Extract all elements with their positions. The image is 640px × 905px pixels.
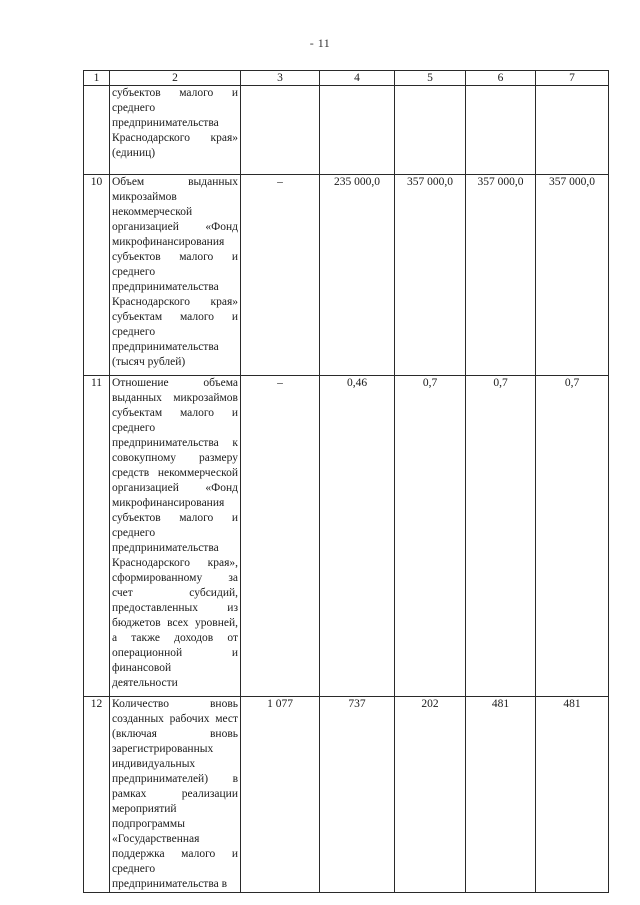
value-col-5: 0,7 [395, 376, 466, 697]
table-row [84, 175, 609, 376]
table-row [84, 697, 609, 893]
header-col-5: 5 [395, 71, 466, 86]
value-col-4: 0,46 [320, 376, 395, 697]
value-col-6: 0,7 [466, 376, 536, 697]
indicators-table [83, 70, 609, 893]
row-number: 12 [84, 697, 110, 893]
value-col-4: 235 000,0 [320, 175, 395, 376]
value-col-3: – [241, 376, 320, 697]
value-col-4: 737 [320, 697, 395, 893]
value-col-5: 357 000,0 [395, 175, 466, 376]
value-col-3: – [241, 175, 320, 376]
value-col-7 [536, 86, 609, 175]
header-col-6: 6 [466, 71, 536, 86]
indicator-name: Отношение объема выданных микрозаймов субъектам малого и среднего предпринимательства к совокупному размеру средств некоммерческой организацией «Фонд микрофинансирования субъектов малого и среднего предпринимательства Краснодарского края», сформированному за счет субсидий, предоставленных из бюджетов всех уровней, а также доходов от операционной и финансовой деятельности [110, 376, 241, 697]
row-number [84, 86, 110, 175]
row-number: 11 [84, 376, 110, 697]
header-row [84, 71, 609, 86]
indicator-name: Объем выданных микрозаймов некоммерческой организацией «Фонд микрофинансирования субъектов малого и среднего предпринимательства Краснодарского края» субъектам малого и среднего предпринимательства (тысяч рублей) [110, 175, 241, 376]
value-col-6: 481 [466, 697, 536, 893]
value-col-3: 1 077 [241, 697, 320, 893]
row-number: 10 [84, 175, 110, 376]
header-col-2: 2 [110, 71, 241, 86]
value-col-3 [241, 86, 320, 175]
value-col-5: 202 [395, 697, 466, 893]
header-col-4: 4 [320, 71, 395, 86]
header-col-1: 1 [84, 71, 110, 86]
indicator-name: субъектов малого и среднего предпринимательства Краснодарского края» (единиц) [110, 86, 241, 175]
value-col-7: 357 000,0 [536, 175, 609, 376]
page-number: - 11 [309, 36, 331, 50]
value-col-5 [395, 86, 466, 175]
table-row [84, 86, 609, 175]
value-col-4 [320, 86, 395, 175]
table-row [84, 376, 609, 697]
indicator-name: Количество вновь созданных рабочих мест (включая вновь зарегистрированных индивидуальных предпринимателей) в рамках реализации мероприятий подпрограммы «Государственная поддержка малого и среднего предпринимательства в [110, 697, 241, 893]
header-col-7: 7 [536, 71, 609, 86]
header-col-3: 3 [241, 71, 320, 86]
value-col-6: 357 000,0 [466, 175, 536, 376]
value-col-7: 0,7 [536, 376, 609, 697]
value-col-6 [466, 86, 536, 175]
value-col-7: 481 [536, 697, 609, 893]
